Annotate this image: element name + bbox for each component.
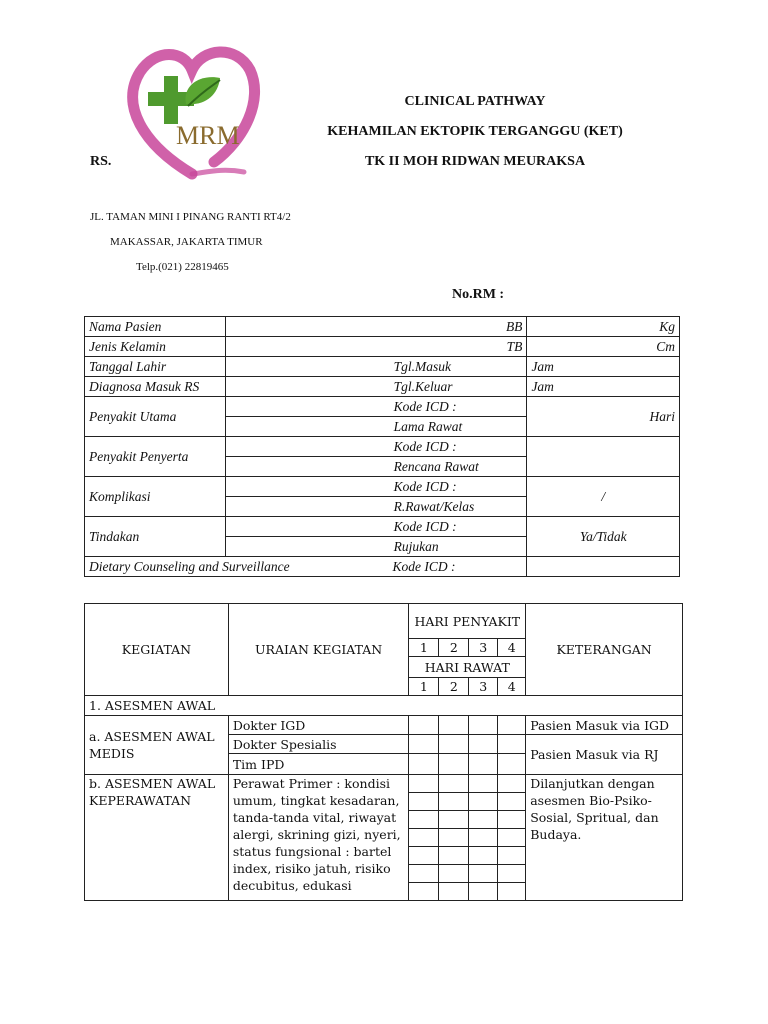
label-kode-icd: Kode ICD : <box>225 517 527 537</box>
day-cell[interactable] <box>409 775 439 793</box>
day-cell[interactable] <box>498 716 526 735</box>
day-cell[interactable] <box>439 775 469 793</box>
header-hari-penyakit: HARI PENYAKIT <box>409 604 526 639</box>
label-tgl-keluar: Tgl.Keluar <box>225 377 527 397</box>
table-row <box>85 357 680 377</box>
day-cell[interactable] <box>409 829 439 847</box>
day-cell[interactable] <box>469 735 498 754</box>
day-number: 3 <box>469 678 498 696</box>
label-rrawat-kelas: R.Rawat/Kelas <box>225 497 527 517</box>
header-uraian: URAIAN KEGIATAN <box>228 604 409 696</box>
label-kode-icd: Kode ICD : <box>225 477 527 497</box>
day-cell[interactable] <box>498 865 526 883</box>
item-dokter-spesialis: Dokter Spesialis <box>228 735 409 754</box>
day-cell[interactable] <box>439 793 469 811</box>
item-tim-ipd: Tim IPD <box>228 754 409 775</box>
label-bb: BB <box>225 317 527 337</box>
day-cell[interactable] <box>439 883 469 901</box>
label-tb: TB <box>225 337 527 357</box>
label-komplikasi: Komplikasi <box>85 477 226 517</box>
day-cell[interactable] <box>469 716 498 735</box>
day-cell[interactable] <box>439 754 469 775</box>
table-row <box>85 477 680 497</box>
label-asesmen-keperawatan: b. ASESMEN AWAL KEPERAWATAN <box>85 775 229 901</box>
header-kegiatan: KEGIATAN <box>85 604 229 696</box>
label-nama-pasien: Nama Pasien <box>85 317 226 337</box>
label-tgl-masuk: Tgl.Masuk <box>225 357 527 377</box>
label-kg: Kg <box>527 317 680 337</box>
label-tanggal-lahir: Tanggal Lahir <box>85 357 226 377</box>
label-jam-masuk: Jam <box>527 357 680 377</box>
day-cell[interactable] <box>409 883 439 901</box>
day-cell[interactable] <box>409 847 439 865</box>
logo-text: MRM <box>176 121 240 150</box>
day-cell[interactable] <box>409 811 439 829</box>
day-number: 1 <box>409 678 439 696</box>
day-cell[interactable] <box>498 829 526 847</box>
empty-cell <box>527 437 680 477</box>
label-rencana-rawat: Rencana Rawat <box>225 457 527 477</box>
ket-asesmen-keperawatan: Dilanjutkan dengan asesmen Bio-Psiko-Sosial, Spritual, dan Budaya. <box>526 775 683 901</box>
rs-label: RS. <box>90 154 112 169</box>
hospital-name: TK II MOH RIDWAN MEURAKSA <box>364 154 586 169</box>
empty-cell <box>527 557 680 577</box>
day-cell[interactable] <box>439 811 469 829</box>
label-dietary <box>85 557 527 577</box>
activity-table <box>84 603 683 901</box>
day-number: 2 <box>439 678 469 696</box>
day-cell[interactable] <box>439 865 469 883</box>
day-cell[interactable] <box>469 883 498 901</box>
label-kode-icd: Kode ICD : <box>392 558 456 574</box>
day-cell[interactable] <box>409 735 439 754</box>
label-penyakit-utama: Penyakit Utama <box>85 397 226 437</box>
phone: Telp.(021) 22819465 <box>136 261 229 273</box>
header-hari-rawat: HARI RAWAT <box>409 657 526 678</box>
table-row <box>85 557 680 577</box>
day-cell[interactable] <box>498 811 526 829</box>
day-cell[interactable] <box>409 793 439 811</box>
day-cell[interactable] <box>469 793 498 811</box>
day-cell[interactable] <box>498 735 526 754</box>
address-line-2: MAKASSAR, JAKARTA TIMUR <box>110 236 263 248</box>
day-cell[interactable] <box>498 883 526 901</box>
label-jenis-kelamin: Jenis Kelamin <box>85 337 226 357</box>
label-lama-rawat: Lama Rawat <box>225 417 527 437</box>
day-cell[interactable] <box>498 847 526 865</box>
day-number: 2 <box>439 639 469 657</box>
label-kode-icd: Kode ICD : <box>225 397 527 417</box>
table-row <box>85 377 680 397</box>
no-rm-label: No.RM : <box>452 287 505 302</box>
day-cell[interactable] <box>469 775 498 793</box>
address-line-1: JL. TAMAN MINI I PINANG RANTI RT4/2 <box>90 211 291 223</box>
dietary-text: Dietary Counseling and Surveillance <box>89 558 290 574</box>
label-ya-tidak: Ya/Tidak <box>527 517 680 557</box>
item-perawat-primer: Perawat Primer : kondisi umum, tingkat kesadaran, tanda-tanda vital, riwayat alergi, skrining gizi, nyeri, status fungsional : bartel index, risiko jatuh, risiko decubitus, edukasi <box>228 775 409 901</box>
label-diagnosa: Diagnosa Masuk RS <box>85 377 226 397</box>
hospital-logo <box>122 44 262 184</box>
label-tindakan: Tindakan <box>85 517 226 557</box>
label-cm: Cm <box>527 337 680 357</box>
label-jam-keluar: Jam <box>527 377 680 397</box>
label-kode-icd: Kode ICD : <box>225 437 527 457</box>
day-cell[interactable] <box>439 716 469 735</box>
table-row <box>85 317 680 337</box>
label-asesmen-medis: a. ASESMEN AWAL MEDIS <box>85 716 229 775</box>
day-cell[interactable] <box>469 829 498 847</box>
table-row <box>85 696 683 716</box>
day-cell[interactable] <box>439 847 469 865</box>
table-row <box>85 397 680 417</box>
label-hari: Hari <box>527 397 680 437</box>
doc-title: CLINICAL PATHWAY <box>404 94 546 109</box>
day-cell[interactable] <box>439 735 469 754</box>
label-penyakit-penyerta: Penyakit Penyerta <box>85 437 226 477</box>
day-cell[interactable] <box>439 829 469 847</box>
day-cell[interactable] <box>498 793 526 811</box>
header-keterangan: KETERANGAN <box>526 604 683 696</box>
table-row <box>85 337 680 357</box>
patient-info-table <box>84 316 680 577</box>
section-asesmen-awal: 1. ASESMEN AWAL <box>85 696 683 716</box>
day-number: 4 <box>498 678 526 696</box>
item-dokter-igd: Dokter IGD <box>228 716 409 735</box>
day-cell[interactable] <box>469 847 498 865</box>
day-number: 4 <box>498 639 526 657</box>
day-cell[interactable] <box>409 716 439 735</box>
day-cell[interactable] <box>498 754 526 775</box>
day-cell[interactable] <box>469 811 498 829</box>
label-rujukan: Rujukan <box>225 537 527 557</box>
table-row <box>85 437 680 457</box>
day-cell[interactable] <box>409 754 439 775</box>
day-number: 1 <box>409 639 439 657</box>
day-cell[interactable] <box>469 754 498 775</box>
table-row <box>85 716 683 735</box>
day-number: 3 <box>469 639 498 657</box>
day-cell[interactable] <box>469 865 498 883</box>
table-row <box>85 517 680 537</box>
ket-igd: Pasien Masuk via IGD <box>526 716 683 735</box>
day-cell[interactable] <box>409 865 439 883</box>
label-slash: / <box>527 477 680 517</box>
day-cell[interactable] <box>498 775 526 793</box>
table-row <box>85 604 683 639</box>
table-row <box>85 775 683 793</box>
ket-rj: Pasien Masuk via RJ <box>526 735 683 775</box>
doc-subtitle: KEHAMILAN EKTOPIK TERGANGGU (KET) <box>327 124 623 139</box>
